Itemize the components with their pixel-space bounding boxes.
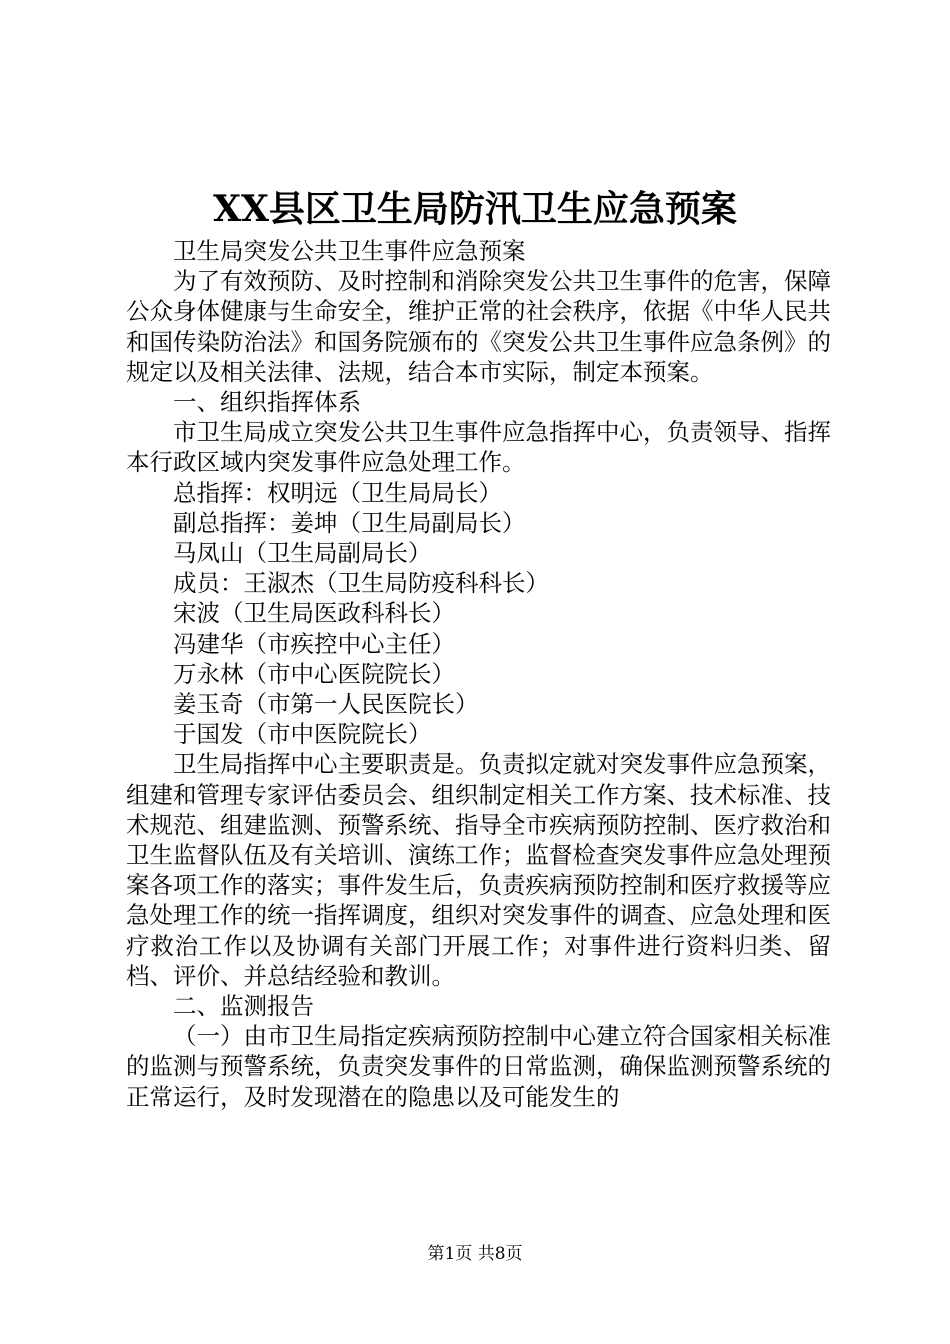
member-line: 于国发（市中医院院长） <box>173 720 432 749</box>
section-heading-monitoring: 二、监测报告 <box>173 992 314 1021</box>
member-line: 宋波（卫生局医政科科长） <box>173 599 455 628</box>
member-line-deputy-commander: 副总指挥：姜坤（卫生局副局长） <box>173 508 526 537</box>
paragraph-command-center: 市卫生局成立突发公共卫生事件应急指挥中心，负责领导、指挥本行政区域内突发事件应急处理工作。 <box>126 418 831 477</box>
paragraph-monitoring-1: （一）由市卫生局指定疾病预防控制中心建立符合国家相关标准的监测与预警系统，负责突发事件的日常监测，确保监测预警系统的正常运行，及时发现潜在的隐患以及可能发生的 <box>126 1022 831 1111</box>
member-line: 姜玉奇（市第一人民医院长） <box>173 690 479 719</box>
page-footer: 第1页 共8页 <box>427 1244 523 1264</box>
paragraph-responsibilities: 卫生局指挥中心主要职责是。负责拟定就对突发事件应急预案，组建和管理专家评估委员会、组织制定相关工作方案、技术标准、技术规范、组建监测、预警系统、指导全市疾病预防控制、医疗救治和卫生监督队伍及有关培训、演练工作；监督检查突发事件应急处理预案各项工作的落实；事件发生后，负责疾病预防控制和医疗救援等应急处理工作的统一指挥调度，组织对突发事件的调查、应急处理和医疗救治工作以及协调有关部门开展工作；对事件进行资料归类、留档、评价、并总结经验和教训。 <box>126 750 831 990</box>
member-line-members: 成员：王淑杰（卫生局防疫科科长） <box>173 569 549 598</box>
paragraph-intro: 为了有效预防、及时控制和消除突发公共卫生事件的危害，保障公众身体健康与生命安全，维护正常的社会秩序，依据《中华人民共和国传染防治法》和国务院颁布的《突发公共卫生事件应急条例》的规定以及相关法律、法规，结合本市实际，制定本预案。 <box>126 267 831 386</box>
member-line: 冯建华（市疾控中心主任） <box>173 629 455 658</box>
paragraph-subtitle: 卫生局突发公共卫生事件应急预案 <box>173 237 526 265</box>
member-line-commander: 总指挥：权明远（卫生局局长） <box>173 478 502 507</box>
member-line: 马凤山（卫生局副局长） <box>173 539 432 568</box>
member-line: 万永林（市中心医院院长） <box>173 659 455 688</box>
section-heading-command-system: 一、组织指挥体系 <box>173 388 361 417</box>
document-body <box>126 236 831 1112</box>
document-title: XX县区卫生局防汛卫生应急预案 <box>213 188 737 230</box>
